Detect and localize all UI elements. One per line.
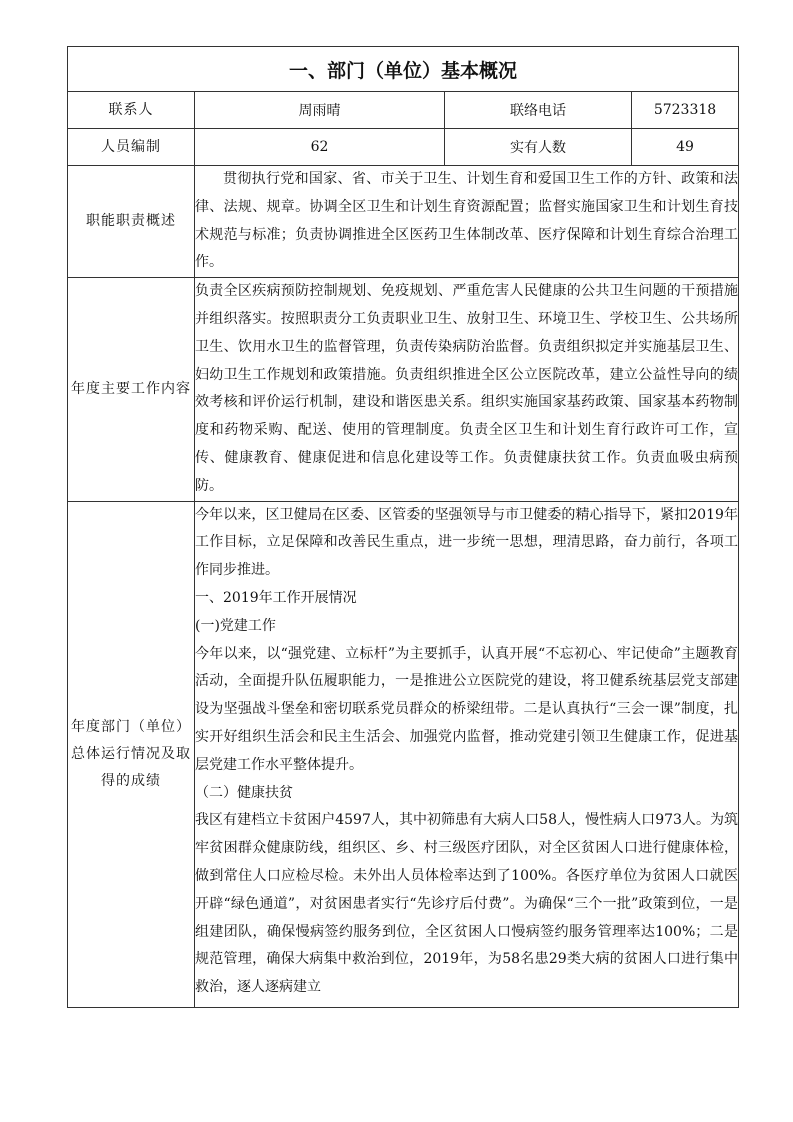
overview-table xyxy=(67,46,739,1008)
contact-value: 周雨晴 xyxy=(195,92,445,129)
staff-quota-value: 62 xyxy=(195,129,445,166)
section-title: 一、部门（单位）基本概况 xyxy=(68,47,739,92)
duties-label: 职能职责概述 xyxy=(68,166,195,278)
achievements-intro: 今年以来，区卫健局在区委、区管委的坚强领导与市卫健委的精心指导下，紧扣2019年工作目标，立足保障和改善民生重点，进一步统一思想，理清思路，奋力前行，各项工作同步推进。 xyxy=(195,506,739,579)
achievements-content xyxy=(195,502,738,1007)
staff-actual-label: 实有人数 xyxy=(445,129,632,166)
annual-work-label: 年度主要工作内容 xyxy=(68,278,195,501)
achievements-heading: 一、2019年工作开展情况 xyxy=(195,589,357,606)
poverty-heading: （二）健康扶贫 xyxy=(195,784,293,801)
achievements-row xyxy=(68,501,739,1007)
phone-label: 联络电话 xyxy=(445,92,632,129)
achievements-label: 年度部门（单位）总体运行情况及取得的成绩 xyxy=(68,501,195,1007)
party-building-heading: (一)党建工作 xyxy=(195,617,276,634)
contact-row xyxy=(68,92,739,129)
achievements-cell xyxy=(195,501,739,1007)
phone-value: 5723318 xyxy=(632,92,739,129)
staff-row xyxy=(68,129,739,166)
contact-label: 联系人 xyxy=(68,92,195,129)
poverty-text: 我区有建档立卡贫困户4597人，其中初筛患有大病人口58人，慢性病人口973人。为筑牢贫困群众健康防线，组织区、乡、村三级医疗团队，对全区贫困人口进行健康体检，做到常住人口应检尽检。未外出人员体检率达到了100%。各医疗单位为贫困人口就医开辟“绿色通道”，对贫困患者实行“先诊疗后付费”。为确保“三个一批”政策到位，一是组建团队，确保慢病签约服务到位，全区贫困人口慢病签约服务管理率达100%；二是规范管理，确保大病集中救治到位，2019年，为58名患29类大病的贫困人口进行集中救治，逐人逐病建立 xyxy=(195,812,739,996)
annual-work-row xyxy=(68,278,739,501)
staff-quota-label: 人员编制 xyxy=(68,129,195,166)
duties-row xyxy=(68,166,739,278)
staff-actual-value: 49 xyxy=(632,129,739,166)
party-building-text: 今年以来，以“强党建、立标杆”为主要抓手，认真开展“不忘初心、牢记使命”主题教育活动，全面提升队伍履职能力，一是推进公立医院党的建设，将卫健系统基层党支部建设为坚强战斗堡垒和密切联系党员群众的桥梁纽带。二是认真执行“三会一课”制度，扎实开好组织生活会和民主生活会、加强党内监督，推动党建引领卫生健康工作，促进基层党建工作水平整体提升。 xyxy=(195,645,739,773)
duties-text: 贯彻执行党和国家、省、市关于卫生、计划生育和爱国卫生工作的方针、政策和法律、法规、规章。协调全区卫生和计划生育资源配置；监督实施国家卫生和计划生育技术规范与标准；负责协调推进全区医药卫生体制改革、医疗保障和计划生育综合治理工作。 xyxy=(195,166,739,278)
annual-work-text: 负责全区疾病预防控制规划、免疫规划、严重危害人民健康的公共卫生问题的干预措施并组织落实。按照职责分工负责职业卫生、放射卫生、环境卫生、学校卫生、公共场所卫生、饮用水卫生的监督管理，负责传染病防治监督。负责组织拟定并实施基层卫生、妇幼卫生工作规划和政策措施。负责组织推进全区公立医院改革，建立公益性导向的绩效考核和评价运行机制，建设和谐医患关系。组织实施国家基药政策、国家基本药物制度和药物采购、配送、使用的管理制度。负责全区卫生和计划生育行政许可工作，宣传、健康教育、健康促进和信息化建设等工作。负责健康扶贫工作。负责血吸虫病预防。 xyxy=(195,278,739,501)
